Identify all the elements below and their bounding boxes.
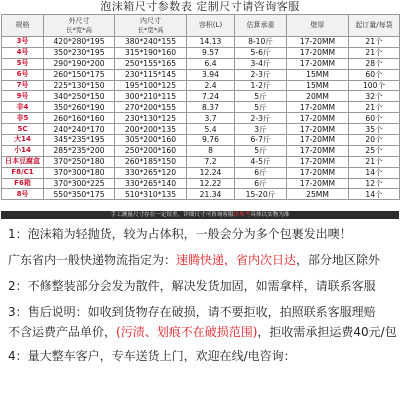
table-cell: 3斤 — [235, 124, 287, 135]
table-cell: 420*280*195 — [44, 37, 115, 48]
table-cell: 17-20MM — [287, 47, 349, 58]
table-row — [2, 156, 400, 167]
table-row — [2, 178, 400, 189]
table-cell: 17-20MM — [287, 113, 349, 124]
table-cell: 6-7斤 — [235, 135, 287, 146]
table-cell: 7.2 — [187, 156, 235, 167]
table-cell: 5斤 — [235, 91, 287, 102]
table-cell: 380*240*155 — [115, 37, 187, 48]
row-spec-name: F6箱 — [2, 178, 44, 189]
table-cell: 28个 — [349, 58, 400, 69]
table-cell: 25个 — [349, 145, 400, 156]
table-row — [2, 145, 400, 156]
table-cell: 3-4斤 — [235, 58, 287, 69]
table-cell: 21.34 — [187, 189, 235, 200]
table-cell: 5.4 — [187, 124, 235, 135]
table-cell: 2-3斤 — [235, 113, 287, 124]
table-cell: 550*350*175 — [44, 189, 115, 200]
table-cell: 14个 — [349, 189, 400, 200]
table-cell: 370*250*180 — [44, 156, 115, 167]
table-cell: 340*250*150 — [44, 91, 115, 102]
col-header-wall: 壁厚 — [287, 15, 349, 37]
table-cell: 3.94 — [187, 69, 235, 80]
table-cell: 25MM — [287, 189, 349, 200]
table-cell: 2.4 — [187, 80, 235, 91]
table-cell: 195*100*125 — [115, 80, 187, 91]
table-cell: 7.24 — [187, 91, 235, 102]
table-cell: 2-3斤 — [235, 69, 287, 80]
table-cell: 15MM — [287, 80, 349, 91]
table-row — [2, 80, 400, 91]
table-cell: 370*300*180 — [44, 167, 115, 178]
table-cell: 60个 — [349, 69, 400, 80]
table-cell: 14.13 — [187, 37, 235, 48]
table-cell: 200*200*135 — [115, 124, 187, 135]
table-cell: 17-20MM — [287, 135, 349, 146]
note-1: 1：泡沫箱为轻抛货，较为占体积，一般会分为多个包裹发出噢！ — [8, 227, 352, 241]
row-spec-name: 8号 — [2, 189, 44, 200]
table-cell: 370*300*225 — [44, 178, 115, 189]
table-row — [2, 189, 400, 200]
table-cell: 260*160*160 — [44, 113, 115, 124]
table-cell: 17-20MM — [287, 102, 349, 113]
table-cell: 6斤 — [235, 167, 287, 178]
table-cell: 8.37 — [187, 102, 235, 113]
table-cell: 8-10斤 — [235, 37, 287, 48]
table-cell: 6斤 — [235, 178, 287, 189]
table-cell: 230*115*145 — [115, 69, 187, 80]
table-cell: 20个 — [349, 135, 400, 146]
table-footer-note: 手工测量尺寸存在一定误差，详细尺寸可咨询客服供参考具体以实物为准 — [1, 211, 399, 219]
row-spec-name: 非5 — [2, 113, 44, 124]
table-cell: 5-6斤 — [235, 47, 287, 58]
col-header-volume: 容积(L) — [187, 15, 235, 37]
row-spec-name: 3号 — [2, 37, 44, 48]
table-cell: 17-20MM — [287, 37, 349, 48]
table-row — [2, 102, 400, 113]
table-cell: 17-20MM — [287, 145, 349, 156]
table-cell: 15-20斤 — [235, 189, 287, 200]
table-cell: 8 — [187, 145, 235, 156]
row-spec-name: 5C — [2, 124, 44, 135]
table-row — [2, 91, 400, 102]
row-spec-name: 5号 — [2, 58, 44, 69]
table-cell: 260*185*150 — [115, 156, 187, 167]
row-spec-name: 7号 — [2, 80, 44, 91]
col-header-spec: 规格 — [2, 15, 44, 37]
table-row — [2, 69, 400, 80]
table-row — [2, 37, 400, 48]
row-spec-name: F8/C1 — [2, 167, 44, 178]
table-row — [2, 47, 400, 58]
table-cell: 5斤 — [235, 102, 287, 113]
spec-table — [1, 14, 400, 200]
table-row — [2, 113, 400, 124]
row-spec-name: 6号 — [2, 69, 44, 80]
table-cell: 350*230*195 — [44, 47, 115, 58]
table-cell: 5斤 — [235, 145, 287, 156]
table-row — [2, 135, 400, 146]
row-spec-name: 日本豆腐盒 — [2, 156, 44, 167]
table-cell: 14个 — [349, 167, 400, 178]
table-cell: 12.24 — [187, 167, 235, 178]
row-spec-name: 非4 — [2, 102, 44, 113]
row-spec-name: 大14 — [2, 135, 44, 146]
table-cell: 100个 — [349, 80, 400, 91]
table-row — [2, 167, 400, 178]
table-title: 泡沫箱尺寸参数表 定制尺寸请咨询客服 — [100, 0, 300, 13]
table-cell: 250*155*165 — [115, 58, 187, 69]
table-cell: 300*210*115 — [115, 91, 187, 102]
table-cell: 60个 — [349, 113, 400, 124]
row-spec-name: 9号 — [2, 91, 44, 102]
col-header-inner-size: 内尺寸 长*宽*高 — [115, 15, 187, 37]
note-3-cont: 不含运费产品单价，(污渍、划痕不在破损范围)，拒收需承担运费40元/包 — [8, 325, 397, 339]
note-3: 3：售后说明：如收到货物存在破损，请不要拒收，拍照联系客服理赔 — [8, 305, 376, 319]
table-cell: 240*240*170 — [44, 124, 115, 135]
table-cell: 4-5斤 — [235, 156, 287, 167]
table-cell: 270*200*155 — [115, 102, 187, 113]
table-cell: 17-20MM — [287, 178, 349, 189]
table-cell: 20MM — [287, 91, 349, 102]
table-cell: 345*235*195 — [44, 135, 115, 146]
table-cell: 225*130*150 — [44, 80, 115, 91]
table-cell: 510*310*135 — [115, 189, 187, 200]
col-header-moq: 起订量/每袋 — [349, 15, 400, 37]
table-cell: 9.57 — [187, 47, 235, 58]
table-cell: 17-20MM — [287, 124, 349, 135]
table-cell: 350*260*190 — [44, 102, 115, 113]
table-cell: 290*190*200 — [44, 58, 115, 69]
row-spec-name: 小14 — [2, 145, 44, 156]
table-cell: 260*150*175 — [44, 69, 115, 80]
table-cell: 250*200*160 — [115, 145, 187, 156]
table-cell: 12.22 — [187, 178, 235, 189]
table-cell: 21个 — [349, 47, 400, 58]
table-cell: 17-20MM — [287, 156, 349, 167]
table-cell: 285*235*200 — [44, 145, 115, 156]
table-cell: 230*130*125 — [115, 113, 187, 124]
table-cell: 21个 — [349, 156, 400, 167]
table-row — [2, 124, 400, 135]
table-cell: 32个 — [349, 91, 400, 102]
table-cell: 15MM — [287, 69, 349, 80]
table-header-row — [2, 15, 400, 37]
note-guangdong: 广东省内一般快递物流指定为：速腾快递，省内次日达，部分地区除外 — [8, 253, 381, 267]
table-cell: 6.4 — [187, 58, 235, 69]
table-cell: 17-20MM — [287, 58, 349, 69]
table-cell: 21个 — [349, 102, 400, 113]
table-row — [2, 58, 400, 69]
table-cell: 21个 — [349, 37, 400, 48]
col-header-load: 估算承重 — [235, 15, 287, 37]
table-cell: 305*200*160 — [115, 135, 187, 146]
table-cell: 17-20MM — [287, 167, 349, 178]
table-cell: 1-2斤 — [235, 80, 287, 91]
table-cell: 330*265*120 — [115, 167, 187, 178]
table-cell: 315*190*160 — [115, 47, 187, 58]
table-cell: 9.76 — [187, 135, 235, 146]
col-header-outer-size: 外尺寸 长*宽*高 — [44, 15, 115, 37]
table-cell: 3.7 — [187, 113, 235, 124]
table-cell: 35个 — [349, 124, 400, 135]
table-cell: 330*265*140 — [115, 178, 187, 189]
note-2: 2：不修整装部分会发为散件，解决发货加固，如需拿样，请联系客服 — [8, 279, 376, 293]
table-cell: 12个 — [349, 178, 400, 189]
row-spec-name: 4号 — [2, 47, 44, 58]
note-4: 4：量大整车客户，专车送货上门，欢迎在线/电咨询： — [8, 349, 296, 363]
